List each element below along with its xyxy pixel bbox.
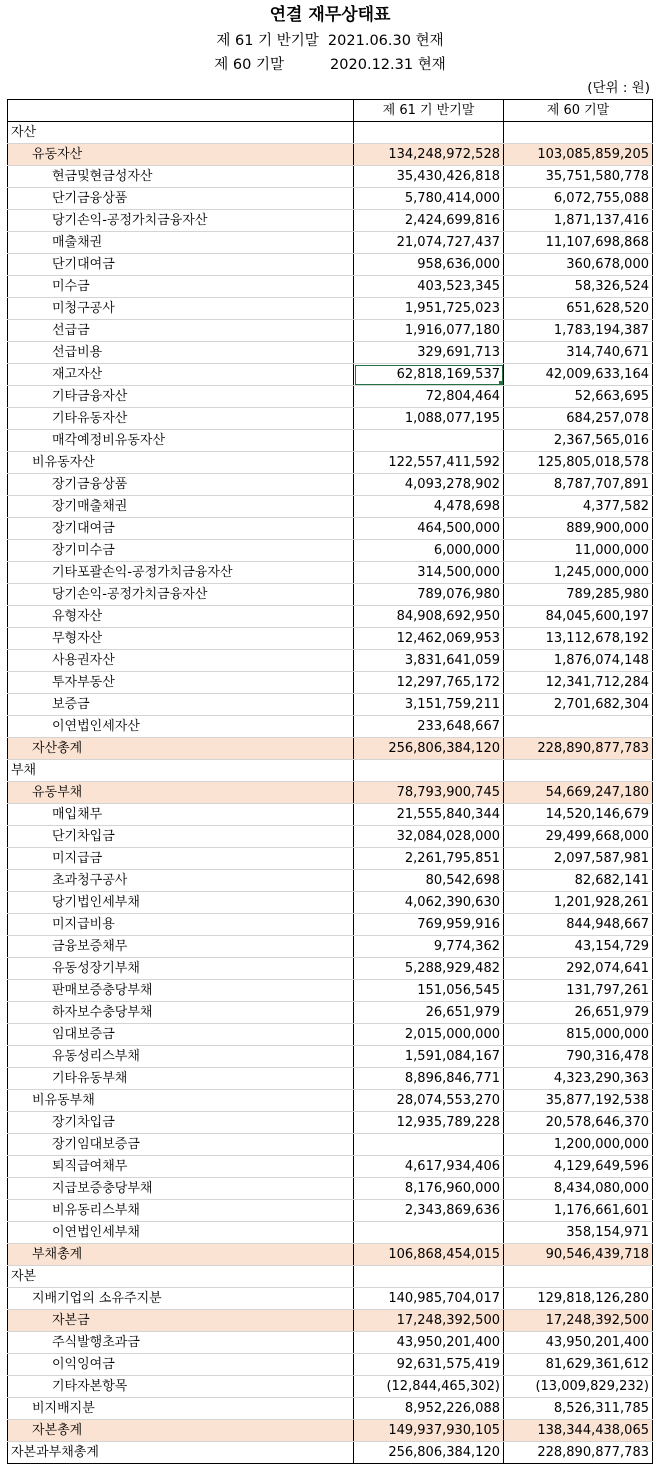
table-row — [8, 1398, 653, 1420]
table-body — [8, 122, 653, 1464]
prior-period-cell[interactable]: 1,783,194,387 — [504, 320, 653, 342]
row-label-cell[interactable]: 자본총계 — [8, 1420, 354, 1442]
prior-period-cell[interactable]: 889,900,000 — [504, 518, 653, 540]
current-period-cell[interactable]: 789,076,980 — [354, 584, 504, 606]
current-period-cell[interactable]: 769,959,916 — [354, 914, 504, 936]
table-row — [8, 804, 653, 826]
current-period-cell[interactable]: 1,916,077,180 — [354, 320, 504, 342]
row-label-cell[interactable]: 유형자산 — [8, 606, 354, 628]
header-cell-label[interactable] — [8, 100, 354, 122]
prior-period-cell[interactable]: 228,890,877,783 — [504, 1442, 653, 1464]
row-label-cell[interactable]: 장기미수금 — [8, 540, 354, 562]
row-label-cell[interactable]: 비유동부채 — [8, 1090, 354, 1112]
selected-cell[interactable]: 62,818,169,537 — [354, 364, 504, 386]
prior-period-cell[interactable]: 2,367,565,016 — [504, 430, 653, 452]
row-label-cell[interactable]: 비유동자산 — [8, 452, 354, 474]
table-row — [8, 1178, 653, 1200]
table-row — [8, 826, 653, 848]
row-label-cell[interactable]: 단기차입금 — [8, 826, 354, 848]
row-label-cell[interactable]: 당기법인세부채 — [8, 892, 354, 914]
prior-period-cell[interactable]: 1,871,137,416 — [504, 210, 653, 232]
table-row — [8, 870, 653, 892]
row-label-cell[interactable]: 미수금 — [8, 276, 354, 298]
prior-period-cell[interactable]: 4,323,290,363 — [504, 1068, 653, 1090]
prior-period-cell[interactable]: 84,045,600,197 — [504, 606, 653, 628]
table-row — [8, 1288, 653, 1310]
prior-period-cell[interactable]: 684,257,078 — [504, 408, 653, 430]
row-label-cell[interactable]: 이연법인세부채 — [8, 1222, 354, 1244]
row-label-cell[interactable]: 초과청구공사 — [8, 870, 354, 892]
table-row — [8, 298, 653, 320]
prior-period-cell[interactable]: 1,176,661,601 — [504, 1200, 653, 1222]
prior-period-cell[interactable]: 43,950,201,400 — [504, 1332, 653, 1354]
table-row — [8, 958, 653, 980]
prior-period-cell[interactable] — [504, 716, 653, 738]
row-label-cell[interactable]: 당기손익-공정가치금융자산 — [8, 584, 354, 606]
current-period-cell[interactable]: 2,424,699,816 — [354, 210, 504, 232]
current-period-cell[interactable]: 2,343,869,636 — [354, 1200, 504, 1222]
row-label-cell[interactable]: 당기손익-공정가치금융자산 — [8, 210, 354, 232]
current-period-cell[interactable]: 122,557,411,592 — [354, 452, 504, 474]
table-row — [8, 892, 653, 914]
row-label-cell[interactable]: 장기매출채권 — [8, 496, 354, 518]
current-period-cell[interactable]: 233,648,667 — [354, 716, 504, 738]
current-period-cell[interactable]: 3,831,641,059 — [354, 650, 504, 672]
table-row — [8, 848, 653, 870]
table-row — [8, 210, 653, 232]
row-label-cell[interactable]: 선급비용 — [8, 342, 354, 364]
table-row — [8, 1310, 653, 1332]
row-label-cell[interactable]: 미지급비용 — [8, 914, 354, 936]
table-row — [8, 188, 653, 210]
row-label-cell[interactable]: 사용권자산 — [8, 650, 354, 672]
table-row — [8, 1156, 653, 1178]
row-label-cell[interactable]: 이연법인세자산 — [8, 716, 354, 738]
prior-period-cell[interactable]: 1,245,000,000 — [504, 562, 653, 584]
row-label-cell[interactable]: 장기차입금 — [8, 1112, 354, 1134]
row-label-cell[interactable]: 부채총계 — [8, 1244, 354, 1266]
prior-period-cell[interactable]: 8,526,311,785 — [504, 1398, 653, 1420]
prior-period-cell[interactable]: 54,669,247,180 — [504, 782, 653, 804]
prior-period-cell[interactable]: 1,200,000,000 — [504, 1134, 653, 1156]
prior-period-cell[interactable]: 42,009,633,164 — [504, 364, 653, 386]
prior-period-cell[interactable]: 35,877,192,538 — [504, 1090, 653, 1112]
prior-period-cell[interactable]: 358,154,971 — [504, 1222, 653, 1244]
row-label-cell[interactable]: 이익잉여금 — [8, 1354, 354, 1376]
current-period-cell[interactable]: 8,952,226,088 — [354, 1398, 504, 1420]
row-label-cell[interactable]: 비지배지분 — [8, 1398, 354, 1420]
row-label-cell[interactable]: 기타금융자산 — [8, 386, 354, 408]
current-period-cell[interactable]: 35,430,426,818 — [354, 166, 504, 188]
table-row — [8, 1332, 653, 1354]
table-row — [8, 342, 653, 364]
row-label-cell[interactable]: 장기임대보증금 — [8, 1134, 354, 1156]
current-period-cell[interactable]: 4,617,934,406 — [354, 1156, 504, 1178]
table-row — [8, 1024, 653, 1046]
table-row — [8, 936, 653, 958]
row-label-cell[interactable]: 지배기업의 소유주지분 — [8, 1288, 354, 1310]
current-period-cell[interactable] — [354, 1266, 504, 1288]
prior-period-cell[interactable] — [504, 1266, 653, 1288]
table-row — [8, 1134, 653, 1156]
prior-period-cell[interactable]: 12,341,712,284 — [504, 672, 653, 694]
table-row — [8, 540, 653, 562]
row-label-cell[interactable]: 투자부동산 — [8, 672, 354, 694]
table-row — [8, 518, 653, 540]
current-period-cell[interactable]: 26,651,979 — [354, 1002, 504, 1024]
table-row — [8, 1112, 653, 1134]
period-prior-line: 제 60 기말 2020.12.31 현재 — [214, 57, 446, 73]
table-row — [8, 760, 653, 782]
row-label-cell[interactable]: 임대보증금 — [8, 1024, 354, 1046]
table-row — [8, 606, 653, 628]
current-period-cell[interactable]: 43,950,201,400 — [354, 1332, 504, 1354]
current-period-cell[interactable]: 6,000,000 — [354, 540, 504, 562]
row-label-cell[interactable]: 장기대여금 — [8, 518, 354, 540]
current-period-cell[interactable]: 9,774,362 — [354, 936, 504, 958]
prior-period-cell[interactable]: 58,326,524 — [504, 276, 653, 298]
row-label-cell[interactable]: 미지급금 — [8, 848, 354, 870]
table-row — [8, 254, 653, 276]
row-label-cell[interactable]: 부채 — [8, 760, 354, 782]
table-row — [8, 1222, 653, 1244]
table-header-row — [8, 100, 653, 122]
prior-period-cell[interactable]: 20,578,646,370 — [504, 1112, 653, 1134]
current-period-cell[interactable]: 12,462,069,953 — [354, 628, 504, 650]
current-period-cell[interactable]: 958,636,000 — [354, 254, 504, 276]
prior-period-cell[interactable]: 35,751,580,778 — [504, 166, 653, 188]
row-label-cell[interactable]: 재고자산 — [8, 364, 354, 386]
current-period-cell[interactable]: 84,908,692,950 — [354, 606, 504, 628]
prior-period-cell[interactable]: 4,377,582 — [504, 496, 653, 518]
prior-period-cell[interactable]: 360,678,000 — [504, 254, 653, 276]
table-row — [8, 122, 653, 144]
row-label-cell[interactable]: 유동성리스부채 — [8, 1046, 354, 1068]
current-period-cell[interactable] — [354, 1222, 504, 1244]
table-row — [8, 738, 653, 760]
table-row — [8, 1266, 653, 1288]
current-period-cell[interactable]: 8,896,846,771 — [354, 1068, 504, 1090]
row-label-cell[interactable]: 주식발행초과금 — [8, 1332, 354, 1354]
current-period-cell[interactable]: 4,062,390,630 — [354, 892, 504, 914]
current-period-cell[interactable]: 80,542,698 — [354, 870, 504, 892]
current-period-cell[interactable]: 12,935,789,228 — [354, 1112, 504, 1134]
prior-period-cell[interactable]: 292,074,641 — [504, 958, 653, 980]
table-row — [8, 1420, 653, 1442]
prior-period-cell[interactable]: 90,546,439,718 — [504, 1244, 653, 1266]
table-row — [8, 386, 653, 408]
table-row — [8, 452, 653, 474]
row-label-cell[interactable]: 단기금융상품 — [8, 188, 354, 210]
table-row — [8, 1354, 653, 1376]
row-label-cell[interactable]: 기타유동자산 — [8, 408, 354, 430]
table-row — [8, 562, 653, 584]
prior-period-cell[interactable]: 138,344,438,065 — [504, 1420, 653, 1442]
balance-sheet-table — [7, 99, 653, 1464]
row-label-cell[interactable]: 판매보증충당부채 — [8, 980, 354, 1002]
row-label-cell[interactable]: 기타포괄손익-공정가치금융자산 — [8, 562, 354, 584]
row-label-cell[interactable]: 자본금 — [8, 1310, 354, 1332]
period-current-line: 제 61 기 반기말 2021.06.30 현재 — [216, 33, 444, 49]
current-period-cell[interactable]: 314,500,000 — [354, 562, 504, 584]
row-label-cell[interactable]: 보증금 — [8, 694, 354, 716]
row-label-cell[interactable]: 선급금 — [8, 320, 354, 342]
current-period-cell[interactable]: 134,248,972,528 — [354, 144, 504, 166]
table-row — [8, 232, 653, 254]
prior-period-cell[interactable]: 8,434,080,000 — [504, 1178, 653, 1200]
table-row — [8, 980, 653, 1002]
row-label-cell[interactable]: 자산총계 — [8, 738, 354, 760]
current-period-cell[interactable]: 1,088,077,195 — [354, 408, 504, 430]
table-row — [8, 584, 653, 606]
header-cell-current[interactable]: 제 61 기 반기말 — [354, 100, 504, 122]
prior-period-cell[interactable]: 8,787,707,891 — [504, 474, 653, 496]
current-period-cell[interactable] — [354, 1134, 504, 1156]
row-label-cell[interactable]: 장기금융상품 — [8, 474, 354, 496]
table-row — [8, 474, 653, 496]
prior-period-cell[interactable]: 6,072,755,088 — [504, 188, 653, 210]
prior-period-cell[interactable]: 1,876,074,148 — [504, 650, 653, 672]
current-period-cell[interactable] — [354, 430, 504, 452]
prior-period-cell[interactable]: 228,890,877,783 — [504, 738, 653, 760]
row-label-cell[interactable]: 매입채무 — [8, 804, 354, 826]
table-row — [8, 1376, 653, 1398]
prior-period-cell[interactable]: 13,112,678,192 — [504, 628, 653, 650]
prior-period-cell[interactable]: 790,316,478 — [504, 1046, 653, 1068]
prior-period-cell[interactable]: 11,000,000 — [504, 540, 653, 562]
table-row — [8, 320, 653, 342]
current-period-cell[interactable]: 4,093,278,902 — [354, 474, 504, 496]
current-period-cell[interactable]: (12,844,465,302) — [354, 1376, 504, 1398]
current-period-cell[interactable]: 72,804,464 — [354, 386, 504, 408]
row-label-cell[interactable]: 유동자산 — [8, 144, 354, 166]
prior-period-cell[interactable]: 17,248,392,500 — [504, 1310, 653, 1332]
current-period-cell[interactable]: 1,951,725,023 — [354, 298, 504, 320]
prior-period-cell[interactable]: 52,663,695 — [504, 386, 653, 408]
current-period-cell[interactable] — [354, 122, 504, 144]
current-period-cell[interactable]: 12,297,765,172 — [354, 672, 504, 694]
prior-period-cell[interactable]: 81,629,361,612 — [504, 1354, 653, 1376]
table-row — [8, 144, 653, 166]
row-label-cell[interactable]: 자산 — [8, 122, 354, 144]
current-period-cell[interactable]: 8,176,960,000 — [354, 1178, 504, 1200]
current-period-cell[interactable]: 106,868,454,015 — [354, 1244, 504, 1266]
row-label-cell[interactable]: 유동성장기부채 — [8, 958, 354, 980]
row-label-cell[interactable]: 기타자본항목 — [8, 1376, 354, 1398]
unit-label: (단위 : 원) — [587, 80, 650, 96]
row-label-cell[interactable]: 비유동리스부채 — [8, 1200, 354, 1222]
current-period-cell[interactable]: 1,591,084,167 — [354, 1046, 504, 1068]
current-period-cell[interactable]: 151,056,545 — [354, 980, 504, 1002]
current-period-cell[interactable]: 464,500,000 — [354, 518, 504, 540]
table-row — [8, 1002, 653, 1024]
current-period-cell[interactable]: 21,555,840,344 — [354, 804, 504, 826]
table-row — [8, 276, 653, 298]
prior-period-cell[interactable]: 815,000,000 — [504, 1024, 653, 1046]
table-row — [8, 694, 653, 716]
current-period-cell[interactable]: 78,793,900,745 — [354, 782, 504, 804]
table-row — [8, 914, 653, 936]
current-period-cell[interactable]: 4,478,698 — [354, 496, 504, 518]
prior-period-cell[interactable]: (13,009,829,232) — [504, 1376, 653, 1398]
row-label-cell[interactable]: 자본 — [8, 1266, 354, 1288]
row-label-cell[interactable]: 매각예정비유동자산 — [8, 430, 354, 452]
current-period-cell[interactable]: 2,015,000,000 — [354, 1024, 504, 1046]
prior-period-cell[interactable] — [504, 122, 653, 144]
row-label-cell[interactable]: 매출채권 — [8, 232, 354, 254]
row-label-cell[interactable]: 하자보수충당부채 — [8, 1002, 354, 1024]
statement-title: 연결 재무상태표 — [269, 5, 391, 25]
row-label-cell[interactable]: 기타유동부채 — [8, 1068, 354, 1090]
row-label-cell[interactable]: 자본과부채총계 — [8, 1442, 354, 1464]
row-label-cell[interactable]: 유동부채 — [8, 782, 354, 804]
prior-period-cell[interactable]: 129,818,126,280 — [504, 1288, 653, 1310]
current-period-cell[interactable]: 2,261,795,851 — [354, 848, 504, 870]
table-row — [8, 672, 653, 694]
row-label-cell[interactable]: 지급보증충당부채 — [8, 1178, 354, 1200]
header-cell-prior[interactable]: 제 60 기말 — [504, 100, 653, 122]
row-label-cell[interactable]: 퇴직급여채무 — [8, 1156, 354, 1178]
prior-period-cell[interactable]: 14,520,146,679 — [504, 804, 653, 826]
prior-period-cell[interactable]: 2,701,682,304 — [504, 694, 653, 716]
table-row — [8, 1442, 653, 1464]
prior-period-cell[interactable]: 26,651,979 — [504, 1002, 653, 1024]
prior-period-cell[interactable]: 82,682,141 — [504, 870, 653, 892]
current-period-cell[interactable]: 5,288,929,482 — [354, 958, 504, 980]
table-row — [8, 166, 653, 188]
prior-period-cell[interactable]: 844,948,667 — [504, 914, 653, 936]
current-period-cell[interactable]: 5,780,414,000 — [354, 188, 504, 210]
table-row — [8, 1068, 653, 1090]
table-row — [8, 408, 653, 430]
prior-period-cell[interactable]: 11,107,698,868 — [504, 232, 653, 254]
table-row — [8, 1090, 653, 1112]
current-period-cell[interactable]: 21,074,727,437 — [354, 232, 504, 254]
table-row — [8, 782, 653, 804]
prior-period-cell[interactable]: 651,628,520 — [504, 298, 653, 320]
table-row — [8, 650, 653, 672]
current-period-cell[interactable]: 92,631,575,419 — [354, 1354, 504, 1376]
current-period-cell[interactable]: 32,084,028,000 — [354, 826, 504, 848]
row-label-cell[interactable]: 미청구공사 — [8, 298, 354, 320]
row-label-cell[interactable]: 단기대여금 — [8, 254, 354, 276]
current-period-cell[interactable]: 256,806,384,120 — [354, 738, 504, 760]
prior-period-cell[interactable] — [504, 760, 653, 782]
prior-period-cell[interactable]: 314,740,671 — [504, 342, 653, 364]
table-row — [8, 430, 653, 452]
current-period-cell[interactable]: 403,523,345 — [354, 276, 504, 298]
table-row — [8, 364, 653, 386]
current-period-cell[interactable]: 256,806,384,120 — [354, 1442, 504, 1464]
row-label-cell[interactable]: 무형자산 — [8, 628, 354, 650]
table-row — [8, 1046, 653, 1068]
current-period-cell[interactable]: 17,248,392,500 — [354, 1310, 504, 1332]
prior-period-cell[interactable]: 789,285,980 — [504, 584, 653, 606]
table-row — [8, 1200, 653, 1222]
current-period-cell[interactable]: 149,937,930,105 — [354, 1420, 504, 1442]
current-period-cell[interactable]: 329,691,713 — [354, 342, 504, 364]
table-row — [8, 1244, 653, 1266]
current-period-cell[interactable]: 140,985,704,017 — [354, 1288, 504, 1310]
prior-period-cell[interactable]: 1,201,928,261 — [504, 892, 653, 914]
prior-period-cell[interactable]: 29,499,668,000 — [504, 826, 653, 848]
table-row — [8, 628, 653, 650]
prior-period-cell[interactable]: 43,154,729 — [504, 936, 653, 958]
current-period-cell[interactable]: 3,151,759,211 — [354, 694, 504, 716]
prior-period-cell[interactable]: 125,805,018,578 — [504, 452, 653, 474]
prior-period-cell[interactable]: 103,085,859,205 — [504, 144, 653, 166]
current-period-cell[interactable]: 28,074,553,270 — [354, 1090, 504, 1112]
prior-period-cell[interactable]: 131,797,261 — [504, 980, 653, 1002]
current-period-cell[interactable] — [354, 760, 504, 782]
prior-period-cell[interactable]: 2,097,587,981 — [504, 848, 653, 870]
prior-period-cell[interactable]: 4,129,649,596 — [504, 1156, 653, 1178]
row-label-cell[interactable]: 금융보증채무 — [8, 936, 354, 958]
row-label-cell[interactable]: 현금및현금성자산 — [8, 166, 354, 188]
table-row — [8, 496, 653, 518]
table-row — [8, 716, 653, 738]
